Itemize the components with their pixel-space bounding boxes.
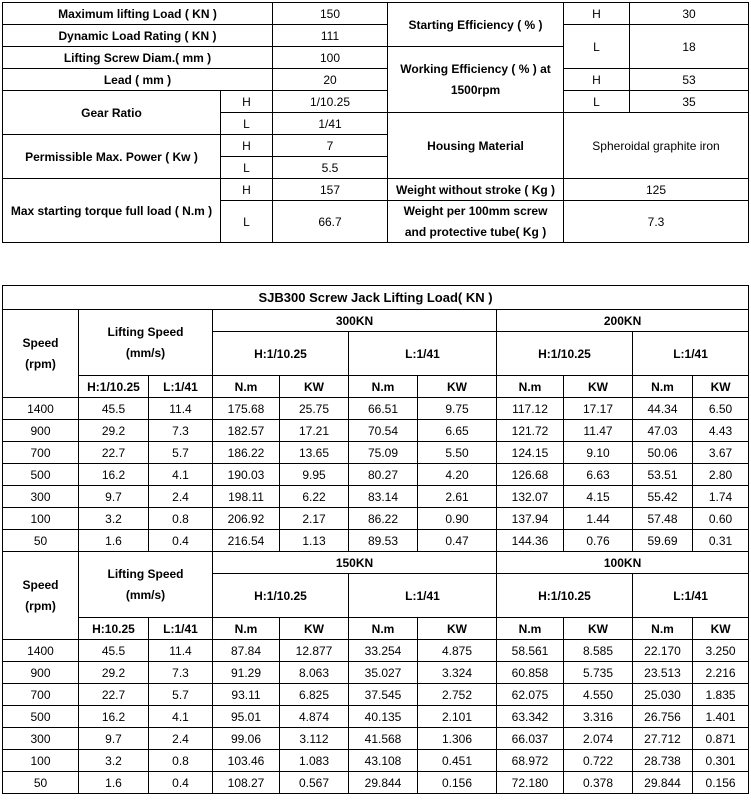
table-cell: 44.34 — [633, 398, 693, 420]
max-power-l-value: 5.5 — [273, 157, 388, 179]
table-cell: 66.51 — [349, 398, 418, 420]
table-cell: 2.101 — [418, 706, 497, 728]
table-cell: 1.6 — [79, 530, 149, 552]
max-power-l: L — [221, 157, 273, 179]
top-group-a-header: 300KN — [213, 310, 497, 332]
table-cell: 80.27 — [349, 464, 418, 486]
table-cell: 91.29 — [213, 662, 280, 684]
max-power-label: Permissible Max. Power ( Kw ) — [3, 135, 221, 179]
bottom-sub-h: H:10.25 — [79, 618, 149, 640]
table-row — [3, 662, 749, 684]
table-cell: 99.06 — [213, 728, 280, 750]
table-cell: 28.738 — [633, 750, 693, 772]
table-cell: 0.156 — [418, 772, 497, 794]
table-cell: 124.15 — [497, 442, 564, 464]
table-cell: 11.4 — [149, 640, 213, 662]
weight-per-100-label-1: Weight per 100mm screw — [403, 204, 548, 218]
table-cell: 12.877 — [280, 640, 349, 662]
top-kw-header: KW — [280, 376, 349, 398]
table-cell: 2.80 — [693, 464, 749, 486]
bottom-nm-header: N.m — [633, 618, 693, 640]
top-a-l-ratio: L:1/41 — [349, 332, 497, 376]
table-cell: 29.844 — [349, 772, 418, 794]
top-group-b-header: 200KN — [497, 310, 749, 332]
table-cell: 4.1 — [149, 706, 213, 728]
table-cell: 1.835 — [693, 684, 749, 706]
top-kw-header: KW — [564, 376, 633, 398]
working-eff-label-1: Working Efficiency ( % ) at — [400, 62, 551, 76]
gear-ratio-h-value: 1/10.25 — [273, 91, 388, 113]
table-cell: 3.112 — [280, 728, 349, 750]
screw-diam-label: Lifting Screw Diam.( mm ) — [3, 47, 273, 69]
table-cell: 75.09 — [349, 442, 418, 464]
load-table-title: SJB300 Screw Jack Lifting Load( KN ) — [3, 286, 749, 310]
max-power-h: H — [221, 135, 273, 157]
table-cell: 4.43 — [693, 420, 749, 442]
table-cell: 93.11 — [213, 684, 280, 706]
table-cell: 8.063 — [280, 662, 349, 684]
table-cell: 70.54 — [349, 420, 418, 442]
table-cell: 0.4 — [149, 530, 213, 552]
table-cell: 144.36 — [497, 530, 564, 552]
bottom-nm-header: N.m — [213, 618, 280, 640]
table-cell: 7.3 — [149, 662, 213, 684]
table-cell: 0.451 — [418, 750, 497, 772]
table-cell: 22.7 — [79, 442, 149, 464]
table-cell: 500 — [3, 464, 79, 486]
table-cell: 9.10 — [564, 442, 633, 464]
table-cell: 2.216 — [693, 662, 749, 684]
table-cell: 22.170 — [633, 640, 693, 662]
working-eff-h: H — [564, 69, 630, 91]
table-cell: 500 — [3, 706, 79, 728]
max-power-h-value: 7 — [273, 135, 388, 157]
table-cell: 216.54 — [213, 530, 280, 552]
table-cell: 206.92 — [213, 508, 280, 530]
table-cell: 198.11 — [213, 486, 280, 508]
table-cell: 900 — [3, 420, 79, 442]
table-cell: 108.27 — [213, 772, 280, 794]
table-cell: 37.545 — [349, 684, 418, 706]
table-cell: 6.63 — [564, 464, 633, 486]
table-cell: 4.20 — [418, 464, 497, 486]
table-cell: 13.65 — [280, 442, 349, 464]
top-lifting-speed-header-line-1: Lifting Speed — [107, 325, 184, 339]
table-cell: 0.76 — [564, 530, 633, 552]
table-cell: 3.250 — [693, 640, 749, 662]
table-cell: 4.550 — [564, 684, 633, 706]
table-cell: 100 — [3, 508, 79, 530]
bottom-speed-header — [3, 552, 79, 640]
table-cell: 132.07 — [497, 486, 564, 508]
table-cell: 45.5 — [79, 398, 149, 420]
table-cell: 3.324 — [418, 662, 497, 684]
table-cell: 29.844 — [633, 772, 693, 794]
spec-table — [2, 2, 749, 243]
top-speed-header-line-1: Speed — [22, 336, 59, 350]
table-cell: 25.75 — [280, 398, 349, 420]
table-cell: 17.21 — [280, 420, 349, 442]
bottom-b-l-ratio: L:1/41 — [633, 574, 749, 618]
table-cell: 8.585 — [564, 640, 633, 662]
dynamic-load-value: 111 — [273, 25, 388, 47]
table-cell: 5.7 — [149, 684, 213, 706]
table-cell: 86.22 — [349, 508, 418, 530]
bottom-speed-header-line-2: (rpm) — [25, 599, 56, 613]
top-kw-header: KW — [693, 376, 749, 398]
table-cell: 6.22 — [280, 486, 349, 508]
bottom-kw-header: KW — [564, 618, 633, 640]
starting-eff-l-value: 18 — [630, 25, 749, 69]
table-cell: 5.7 — [149, 442, 213, 464]
table-cell: 0.8 — [149, 508, 213, 530]
table-cell: 68.972 — [497, 750, 564, 772]
table-cell: 3.316 — [564, 706, 633, 728]
table-cell: 190.03 — [213, 464, 280, 486]
table-cell: 0.156 — [693, 772, 749, 794]
table-cell: 17.17 — [564, 398, 633, 420]
table-row — [3, 706, 749, 728]
table-cell: 300 — [3, 728, 79, 750]
table-cell: 29.2 — [79, 420, 149, 442]
table-cell: 1.306 — [418, 728, 497, 750]
working-eff-l-value: 35 — [630, 91, 749, 113]
table-cell: 0.8 — [149, 750, 213, 772]
torque-label: Max starting torque full load ( N.m ) — [3, 179, 221, 243]
gear-ratio-l-value: 1/41 — [273, 113, 388, 135]
starting-eff-h-value: 30 — [630, 3, 749, 25]
table-cell: 137.94 — [497, 508, 564, 530]
table-cell: 7.3 — [149, 420, 213, 442]
table-cell: 3.2 — [79, 508, 149, 530]
gear-ratio-h: H — [221, 91, 273, 113]
table-cell: 27.712 — [633, 728, 693, 750]
table-cell: 2.752 — [418, 684, 497, 706]
table-cell: 300 — [3, 486, 79, 508]
dynamic-load-label: Dynamic Load Rating ( KN ) — [3, 25, 273, 47]
top-speed-header-line-2: (rpm) — [25, 357, 56, 371]
table-cell: 47.03 — [633, 420, 693, 442]
table-cell: 117.12 — [497, 398, 564, 420]
bottom-group-a-header: 150KN — [213, 552, 497, 574]
table-cell: 1400 — [3, 640, 79, 662]
bottom-nm-header: N.m — [497, 618, 564, 640]
table-cell: 63.342 — [497, 706, 564, 728]
table-cell: 83.14 — [349, 486, 418, 508]
starting-eff-h: H — [564, 3, 630, 25]
bottom-a-h-ratio: H:1/10.25 — [213, 574, 349, 618]
table-cell: 5.50 — [418, 442, 497, 464]
max-lifting-load-value: 150 — [273, 3, 388, 25]
bottom-nm-header: N.m — [349, 618, 418, 640]
bottom-lifting-speed-header — [79, 552, 213, 618]
table-cell: 3.67 — [693, 442, 749, 464]
table-row — [3, 508, 749, 530]
table-cell: 11.4 — [149, 398, 213, 420]
table-row — [3, 464, 749, 486]
table-cell: 22.7 — [79, 684, 149, 706]
table-cell: 4.15 — [564, 486, 633, 508]
lead-value: 20 — [273, 69, 388, 91]
top-sub-l: L:1/41 — [149, 376, 213, 398]
table-row — [3, 750, 749, 772]
table-cell: 103.46 — [213, 750, 280, 772]
table-cell: 2.4 — [149, 728, 213, 750]
table-cell: 4.1 — [149, 464, 213, 486]
table-cell: 41.568 — [349, 728, 418, 750]
table-cell: 0.378 — [564, 772, 633, 794]
bottom-lifting-speed-header-line-2: (mm/s) — [125, 588, 166, 602]
table-cell: 25.030 — [633, 684, 693, 706]
table-cell: 50.06 — [633, 442, 693, 464]
top-sub-h: H:1/10.25 — [79, 376, 149, 398]
table-cell: 900 — [3, 662, 79, 684]
table-cell: 0.722 — [564, 750, 633, 772]
weight-no-stroke-value: 125 — [564, 179, 749, 201]
bottom-a-l-ratio: L:1/41 — [349, 574, 497, 618]
table-cell: 0.4 — [149, 772, 213, 794]
torque-h-value: 157 — [273, 179, 388, 201]
table-cell: 0.871 — [693, 728, 749, 750]
top-speed-header — [3, 310, 79, 398]
table-row — [3, 772, 749, 794]
table-cell: 53.51 — [633, 464, 693, 486]
table-cell: 43.108 — [349, 750, 418, 772]
table-cell: 9.95 — [280, 464, 349, 486]
weight-per-100-label — [388, 201, 564, 243]
top-lifting-speed-header — [79, 310, 213, 376]
table-cell: 1.44 — [564, 508, 633, 530]
table-cell: 126.68 — [497, 464, 564, 486]
weight-no-stroke-label: Weight without stroke ( Kg ) — [388, 179, 564, 201]
table-cell: 89.53 — [349, 530, 418, 552]
top-b-h-ratio: H:1/10.25 — [497, 332, 633, 376]
table-cell: 3.2 — [79, 750, 149, 772]
table-cell: 4.875 — [418, 640, 497, 662]
top-nm-header: N.m — [497, 376, 564, 398]
bottom-speed-header-line-1: Speed — [22, 578, 59, 592]
table-row — [3, 640, 749, 662]
table-cell: 59.69 — [633, 530, 693, 552]
bottom-sub-l: L:1/41 — [149, 618, 213, 640]
top-lifting-speed-header-line-2: (mm/s) — [125, 346, 166, 360]
top-a-h-ratio: H:1/10.25 — [213, 332, 349, 376]
table-cell: 0.47 — [418, 530, 497, 552]
table-cell: 175.68 — [213, 398, 280, 420]
table-cell: 6.65 — [418, 420, 497, 442]
table-cell: 2.61 — [418, 486, 497, 508]
table-cell: 6.825 — [280, 684, 349, 706]
table-cell: 182.57 — [213, 420, 280, 442]
table-cell: 55.42 — [633, 486, 693, 508]
table-cell: 58.561 — [497, 640, 564, 662]
torque-l: L — [221, 201, 273, 243]
table-cell: 700 — [3, 442, 79, 464]
working-eff-label-2: 1500rpm — [450, 83, 501, 97]
table-cell: 23.513 — [633, 662, 693, 684]
working-eff-label — [388, 47, 564, 113]
table-cell: 6.50 — [693, 398, 749, 420]
bottom-kw-header: KW — [418, 618, 497, 640]
table-cell: 5.735 — [564, 662, 633, 684]
table-cell: 35.027 — [349, 662, 418, 684]
table-row — [3, 530, 749, 552]
table-cell: 2.4 — [149, 486, 213, 508]
table-cell: 0.301 — [693, 750, 749, 772]
table-cell: 87.84 — [213, 640, 280, 662]
table-row — [3, 442, 749, 464]
starting-eff-l: L — [564, 25, 630, 69]
gear-ratio-label: Gear Ratio — [3, 91, 221, 135]
gear-ratio-l: L — [221, 113, 273, 135]
table-cell: 9.7 — [79, 486, 149, 508]
table-cell: 60.858 — [497, 662, 564, 684]
table-cell: 1.6 — [79, 772, 149, 794]
table-cell: 62.075 — [497, 684, 564, 706]
table-cell: 40.135 — [349, 706, 418, 728]
table-cell: 16.2 — [79, 706, 149, 728]
table-cell: 9.7 — [79, 728, 149, 750]
table-row — [3, 486, 749, 508]
table-cell: 50 — [3, 772, 79, 794]
working-eff-l: L — [564, 91, 630, 113]
table-cell: 1.74 — [693, 486, 749, 508]
table-cell: 26.756 — [633, 706, 693, 728]
top-b-l-ratio: L:1/41 — [633, 332, 749, 376]
table-cell: 29.2 — [79, 662, 149, 684]
table-row — [3, 398, 749, 420]
table-cell: 1.401 — [693, 706, 749, 728]
table-cell: 33.254 — [349, 640, 418, 662]
table-cell: 1.083 — [280, 750, 349, 772]
table-cell: 700 — [3, 684, 79, 706]
table-cell: 4.874 — [280, 706, 349, 728]
table-row — [3, 684, 749, 706]
table-cell: 186.22 — [213, 442, 280, 464]
table-cell: 1400 — [3, 398, 79, 420]
table-cell: 57.48 — [633, 508, 693, 530]
weight-per-100-label-2: and protective tube( Kg ) — [404, 225, 547, 239]
bottom-b-h-ratio: H:1/10.25 — [497, 574, 633, 618]
lead-label: Lead ( mm ) — [3, 69, 273, 91]
table-cell: 100 — [3, 750, 79, 772]
top-nm-header: N.m — [349, 376, 418, 398]
weight-per-100-value: 7.3 — [564, 201, 749, 243]
table-cell: 0.60 — [693, 508, 749, 530]
table-row — [3, 420, 749, 442]
table-cell: 9.75 — [418, 398, 497, 420]
bottom-group-b-header: 100KN — [497, 552, 749, 574]
bottom-kw-header: KW — [280, 618, 349, 640]
table-cell: 72.180 — [497, 772, 564, 794]
table-cell: 2.074 — [564, 728, 633, 750]
table-cell: 121.72 — [497, 420, 564, 442]
starting-eff-label: Starting Efficiency ( % ) — [388, 3, 564, 47]
housing-value: Spheroidal graphite iron — [564, 113, 749, 179]
table-cell: 95.01 — [213, 706, 280, 728]
torque-h: H — [221, 179, 273, 201]
table-cell: 16.2 — [79, 464, 149, 486]
table-row — [3, 728, 749, 750]
screw-diam-value: 100 — [273, 47, 388, 69]
table-cell: 66.037 — [497, 728, 564, 750]
housing-label: Housing Material — [388, 113, 564, 179]
table-cell: 0.31 — [693, 530, 749, 552]
top-nm-header: N.m — [213, 376, 280, 398]
table-cell: 45.5 — [79, 640, 149, 662]
top-nm-header: N.m — [633, 376, 693, 398]
max-lifting-load-label: Maximum lifting Load ( KN ) — [3, 3, 273, 25]
table-cell: 0.567 — [280, 772, 349, 794]
table-cell: 2.17 — [280, 508, 349, 530]
torque-l-value: 66.7 — [273, 201, 388, 243]
bottom-kw-header: KW — [693, 618, 749, 640]
working-eff-h-value: 53 — [630, 69, 749, 91]
table-cell: 50 — [3, 530, 79, 552]
table-cell: 11.47 — [564, 420, 633, 442]
top-kw-header: KW — [418, 376, 497, 398]
load-table — [2, 285, 749, 794]
table-cell: 1.13 — [280, 530, 349, 552]
table-cell: 0.90 — [418, 508, 497, 530]
bottom-lifting-speed-header-line-1: Lifting Speed — [107, 567, 184, 581]
